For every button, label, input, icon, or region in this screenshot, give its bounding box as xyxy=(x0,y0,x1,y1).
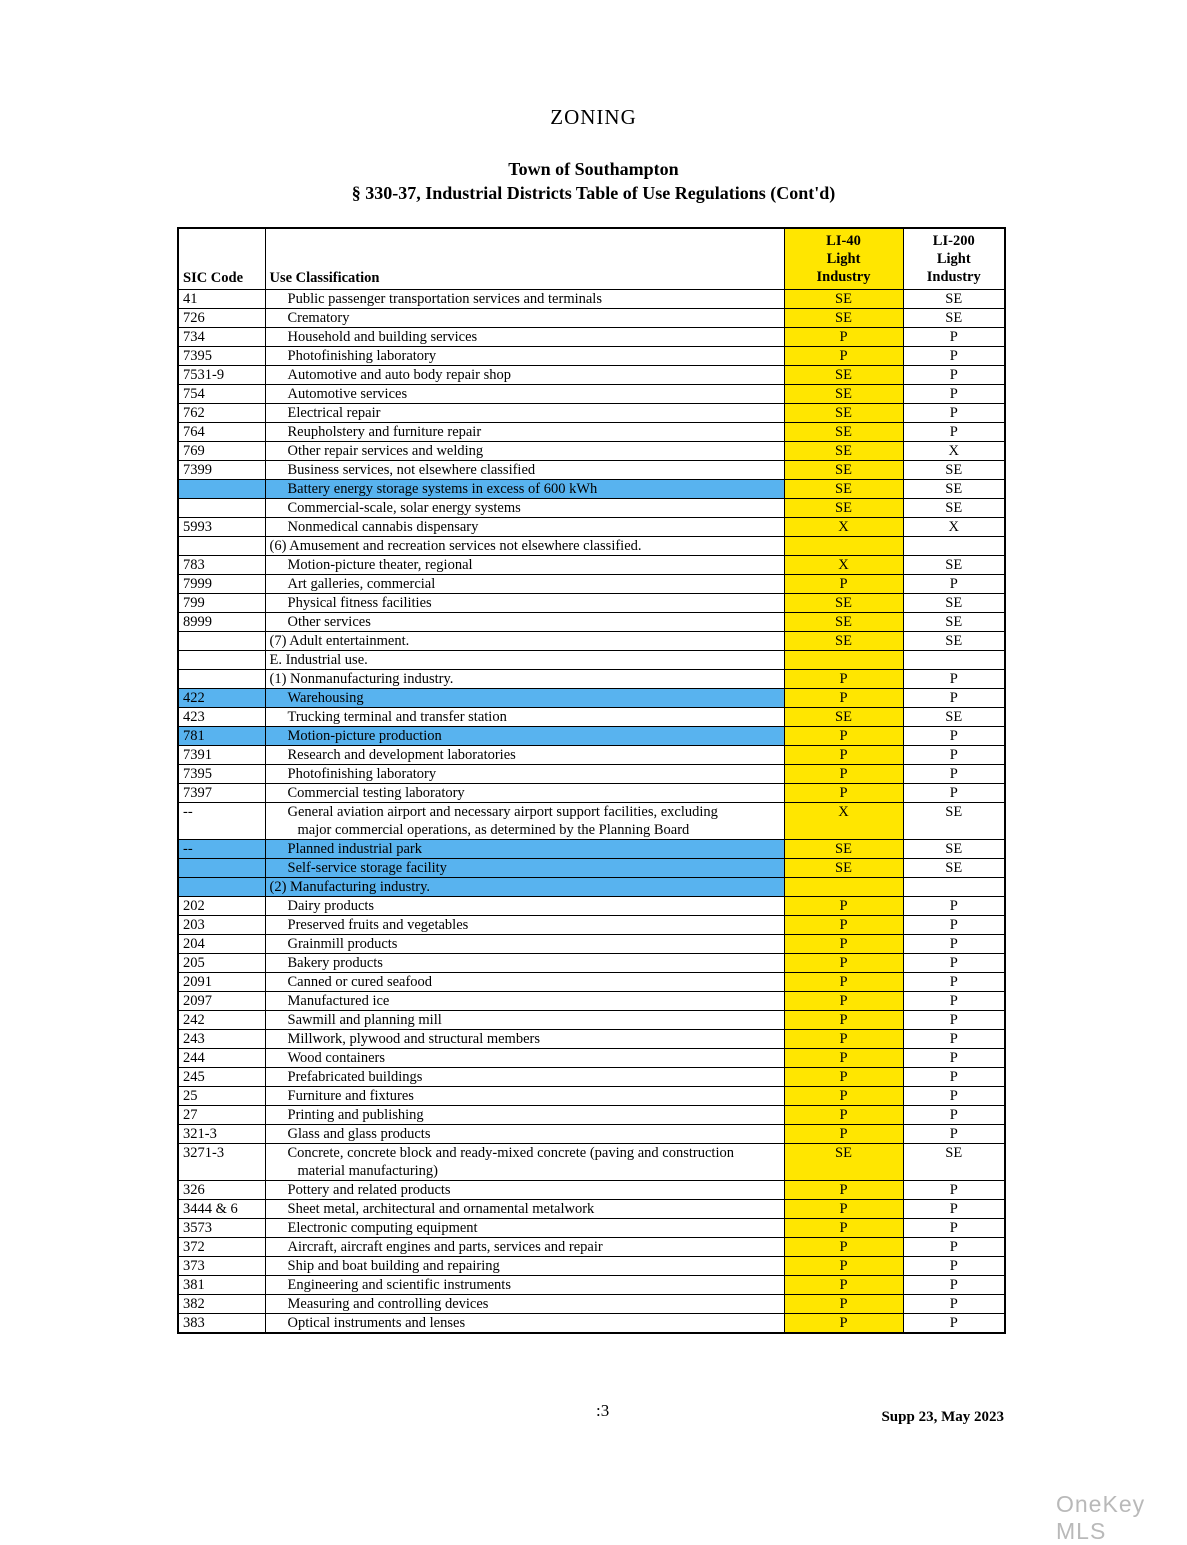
li40-value-cell: SE xyxy=(784,839,903,858)
li40-value-cell: P xyxy=(784,1313,903,1333)
use-classification-cell: Motion-picture theater, regional xyxy=(265,555,784,574)
table-row xyxy=(178,460,1005,479)
sic-code-cell: 7395 xyxy=(178,346,265,365)
sic-code-cell: 373 xyxy=(178,1256,265,1275)
sic-code-cell: 3573 xyxy=(178,1218,265,1237)
table-row xyxy=(178,896,1005,915)
header-sic-code: SIC Code xyxy=(178,228,265,289)
li40-value-cell: SE xyxy=(784,403,903,422)
sic-code-cell: 799 xyxy=(178,593,265,612)
table-row xyxy=(178,327,1005,346)
sic-code-cell: 205 xyxy=(178,953,265,972)
li40-value-cell: P xyxy=(784,574,903,593)
li200-value-cell: P xyxy=(903,1180,1005,1199)
table-row xyxy=(178,783,1005,802)
li40-value-cell: P xyxy=(784,1105,903,1124)
sic-code-cell: 7391 xyxy=(178,745,265,764)
header-li40-line3: Industry xyxy=(816,268,871,285)
use-regulations-table xyxy=(177,227,1006,1334)
li40-value-cell: SE xyxy=(784,858,903,877)
sic-code-cell xyxy=(178,877,265,896)
document-title-line1: Town of Southampton xyxy=(508,159,679,179)
li200-value-cell xyxy=(903,877,1005,896)
table-row xyxy=(178,1143,1005,1180)
sic-code-cell: 2091 xyxy=(178,972,265,991)
li200-value-cell: SE xyxy=(903,498,1005,517)
li40-value-cell: P xyxy=(784,1256,903,1275)
sic-code-cell: 734 xyxy=(178,327,265,346)
li40-value-cell: SE xyxy=(784,707,903,726)
use-classification-cell: Wood containers xyxy=(265,1048,784,1067)
sic-code-cell: 781 xyxy=(178,726,265,745)
table-row xyxy=(178,574,1005,593)
li200-value-cell: P xyxy=(903,991,1005,1010)
li200-value-cell: P xyxy=(903,1294,1005,1313)
use-classification-cell: Battery energy storage systems in excess of 600 kWh xyxy=(265,479,784,498)
table-row xyxy=(178,536,1005,555)
li200-value-cell: SE xyxy=(903,1143,1005,1180)
li200-value-cell: P xyxy=(903,688,1005,707)
sic-code-cell xyxy=(178,650,265,669)
li200-value-cell: P xyxy=(903,1105,1005,1124)
use-classification-cell: Manufactured ice xyxy=(265,991,784,1010)
table-row xyxy=(178,669,1005,688)
use-classification-cell: (1) Nonmanufacturing industry. xyxy=(265,669,784,688)
li40-value-cell: SE xyxy=(784,479,903,498)
li40-value-cell: P xyxy=(784,1010,903,1029)
sic-code-cell: 3271-3 xyxy=(178,1143,265,1180)
li200-value-cell: SE xyxy=(903,707,1005,726)
li200-value-cell: P xyxy=(903,934,1005,953)
sic-code-cell: 783 xyxy=(178,555,265,574)
use-classification-cell: Photofinishing laboratory xyxy=(265,764,784,783)
use-classification-cell: Photofinishing laboratory xyxy=(265,346,784,365)
table-row xyxy=(178,1199,1005,1218)
sic-code-cell: 41 xyxy=(178,289,265,308)
header-li40-light-industry xyxy=(784,228,903,289)
use-classification-cell: Pottery and related products xyxy=(265,1180,784,1199)
header-li200-line2: Light xyxy=(936,250,971,267)
table-row xyxy=(178,1029,1005,1048)
use-classification-cell: Research and development laboratories xyxy=(265,745,784,764)
header-row xyxy=(178,228,1005,289)
li200-value-cell: P xyxy=(903,783,1005,802)
use-classification-cell: Nonmedical cannabis dispensary xyxy=(265,517,784,536)
table-header xyxy=(178,228,1005,289)
li40-value-cell: X xyxy=(784,517,903,536)
li200-value-cell: P xyxy=(903,365,1005,384)
use-classification-cell: Household and building services xyxy=(265,327,784,346)
sic-code-cell: 726 xyxy=(178,308,265,327)
li200-value-cell: P xyxy=(903,1067,1005,1086)
use-classification-cell: Art galleries, commercial xyxy=(265,574,784,593)
use-classification-cell: Prefabricated buildings xyxy=(265,1067,784,1086)
li40-value-cell: P xyxy=(784,346,903,365)
li200-value-cell: P xyxy=(903,327,1005,346)
li40-value-cell: SE xyxy=(784,441,903,460)
li40-value-cell: SE xyxy=(784,289,903,308)
li40-value-cell: P xyxy=(784,764,903,783)
table-row xyxy=(178,1218,1005,1237)
header-li40-line1: LI-40 xyxy=(826,232,861,249)
mls-watermark: OneKey MLS xyxy=(1056,1491,1146,1544)
sic-code-cell: -- xyxy=(178,839,265,858)
sic-code-cell: 5993 xyxy=(178,517,265,536)
li200-value-cell: SE xyxy=(903,593,1005,612)
table-row xyxy=(178,384,1005,403)
li40-value-cell: SE xyxy=(784,308,903,327)
use-classification-cell: Ship and boat building and repairing xyxy=(265,1256,784,1275)
use-classification-cell: Automotive and auto body repair shop xyxy=(265,365,784,384)
use-classification-cell: Self-service storage facility xyxy=(265,858,784,877)
table-row xyxy=(178,802,1005,839)
use-classification-cell: Millwork, plywood and structural members xyxy=(265,1029,784,1048)
li200-value-cell: SE xyxy=(903,289,1005,308)
use-classification-cell: Printing and publishing xyxy=(265,1105,784,1124)
table-row xyxy=(178,1010,1005,1029)
header-li200-light-industry xyxy=(903,228,1005,289)
li40-value-cell: P xyxy=(784,1180,903,1199)
table-row xyxy=(178,422,1005,441)
li200-value-cell: P xyxy=(903,896,1005,915)
li200-value-cell: X xyxy=(903,517,1005,536)
li40-value-cell: P xyxy=(784,688,903,707)
table-row xyxy=(178,555,1005,574)
table-body xyxy=(178,289,1005,1333)
use-classification-cell: Furniture and fixtures xyxy=(265,1086,784,1105)
li200-value-cell xyxy=(903,650,1005,669)
li200-value-cell: P xyxy=(903,1086,1005,1105)
use-classification-cell: Reupholstery and furniture repair xyxy=(265,422,784,441)
use-classification-cell: Trucking terminal and transfer station xyxy=(265,707,784,726)
sic-code-cell: 203 xyxy=(178,915,265,934)
li40-value-cell: P xyxy=(784,1199,903,1218)
use-classification-cell: Optical instruments and lenses xyxy=(265,1313,784,1333)
table-row xyxy=(178,1124,1005,1143)
sic-code-cell: 25 xyxy=(178,1086,265,1105)
table-row xyxy=(178,972,1005,991)
li40-value-cell xyxy=(784,650,903,669)
li200-value-cell: P xyxy=(903,1048,1005,1067)
li200-value-cell: P xyxy=(903,1275,1005,1294)
li200-value-cell: P xyxy=(903,1199,1005,1218)
page-number: :3 xyxy=(596,1401,610,1420)
li40-value-cell xyxy=(784,536,903,555)
li200-value-cell: P xyxy=(903,1237,1005,1256)
sic-code-cell: -- xyxy=(178,802,265,839)
sic-code-cell: 326 xyxy=(178,1180,265,1199)
use-classification-cell: Bakery products xyxy=(265,953,784,972)
table-row xyxy=(178,289,1005,308)
sic-code-cell: 3444 & 6 xyxy=(178,1199,265,1218)
use-classification-cell: Other services xyxy=(265,612,784,631)
table-row xyxy=(178,403,1005,422)
use-classification-cell: (7) Adult entertainment. xyxy=(265,631,784,650)
li40-value-cell: P xyxy=(784,1048,903,1067)
table-row xyxy=(178,1048,1005,1067)
table-row xyxy=(178,1256,1005,1275)
supplement-note: Supp 23, May 2023 xyxy=(881,1409,1004,1425)
table-row xyxy=(178,1237,1005,1256)
sic-code-cell: 762 xyxy=(178,403,265,422)
table-row xyxy=(178,1067,1005,1086)
use-classification-cell: (6) Amusement and recreation services not elsewhere classified. xyxy=(265,536,784,555)
li40-value-cell: P xyxy=(784,327,903,346)
use-classification-cell: Preserved fruits and vegetables xyxy=(265,915,784,934)
use-classification-cell: (2) Manufacturing industry. xyxy=(265,877,784,896)
table-row xyxy=(178,1275,1005,1294)
table-row xyxy=(178,650,1005,669)
li40-value-cell: P xyxy=(784,896,903,915)
li200-value-cell: SE xyxy=(903,631,1005,650)
li200-value-cell: P xyxy=(903,726,1005,745)
use-classification-cell: E. Industrial use. xyxy=(265,650,784,669)
use-classification-cell: Electrical repair xyxy=(265,403,784,422)
table-row xyxy=(178,707,1005,726)
sic-code-cell: 245 xyxy=(178,1067,265,1086)
header-li200-line3: Industry xyxy=(926,268,981,285)
table-row xyxy=(178,441,1005,460)
table-row xyxy=(178,688,1005,707)
li40-value-cell: P xyxy=(784,726,903,745)
li40-value-cell: SE xyxy=(784,384,903,403)
sic-code-cell: 244 xyxy=(178,1048,265,1067)
li200-value-cell: SE xyxy=(903,308,1005,327)
sic-code-cell xyxy=(178,858,265,877)
li40-value-cell: P xyxy=(784,1124,903,1143)
li200-value-cell: P xyxy=(903,953,1005,972)
li40-value-cell: P xyxy=(784,1218,903,1237)
li40-value-cell: P xyxy=(784,934,903,953)
li40-value-cell: P xyxy=(784,1294,903,1313)
use-classification-cell: Other repair services and welding xyxy=(265,441,784,460)
li40-value-cell: SE xyxy=(784,498,903,517)
li200-value-cell: P xyxy=(903,1124,1005,1143)
table-row xyxy=(178,479,1005,498)
li200-value-cell: SE xyxy=(903,460,1005,479)
use-classification-cell: Measuring and controlling devices xyxy=(265,1294,784,1313)
table-row xyxy=(178,612,1005,631)
table-row xyxy=(178,839,1005,858)
sic-code-cell: 7399 xyxy=(178,460,265,479)
li200-value-cell: P xyxy=(903,1010,1005,1029)
table-row xyxy=(178,365,1005,384)
sic-code-cell: 2097 xyxy=(178,991,265,1010)
use-classification-cell: Public passenger transportation services and terminals xyxy=(265,289,784,308)
table-row xyxy=(178,1313,1005,1333)
li40-value-cell: X xyxy=(784,555,903,574)
li40-value-cell: X xyxy=(784,802,903,839)
table-row xyxy=(178,346,1005,365)
use-classification-cell: Physical fitness facilities xyxy=(265,593,784,612)
sic-code-cell: 8999 xyxy=(178,612,265,631)
header-li40-line2: Light xyxy=(826,250,861,267)
li200-value-cell: SE xyxy=(903,839,1005,858)
li200-value-cell: X xyxy=(903,441,1005,460)
sic-code-cell: 422 xyxy=(178,688,265,707)
table-row xyxy=(178,726,1005,745)
sic-code-cell: 7397 xyxy=(178,783,265,802)
use-classification-cell: Warehousing xyxy=(265,688,784,707)
use-classification-cell: Automotive services xyxy=(265,384,784,403)
header-li200-line1: LI-200 xyxy=(932,232,975,249)
sic-code-cell xyxy=(178,498,265,517)
sic-code-cell: 382 xyxy=(178,1294,265,1313)
li200-value-cell: P xyxy=(903,346,1005,365)
use-classification-cell: Commercial-scale, solar energy systems xyxy=(265,498,784,517)
sic-code-cell: 27 xyxy=(178,1105,265,1124)
sic-code-cell: 754 xyxy=(178,384,265,403)
table-row xyxy=(178,308,1005,327)
li200-value-cell: P xyxy=(903,1218,1005,1237)
table-row xyxy=(178,915,1005,934)
li40-value-cell xyxy=(784,877,903,896)
use-classification-cell: General aviation airport and necessary airport support facilities, excluding major commercial operations, as determined by the Planning Board xyxy=(265,802,784,839)
sic-code-cell: 423 xyxy=(178,707,265,726)
li200-value-cell: P xyxy=(903,403,1005,422)
use-classification-cell: Motion-picture production xyxy=(265,726,784,745)
table-row xyxy=(178,934,1005,953)
li40-value-cell: SE xyxy=(784,593,903,612)
table-row xyxy=(178,877,1005,896)
li200-value-cell: P xyxy=(903,764,1005,783)
use-classification-cell: Glass and glass products xyxy=(265,1124,784,1143)
sic-code-cell xyxy=(178,669,265,688)
li40-value-cell: P xyxy=(784,745,903,764)
use-classification-cell: Commercial testing laboratory xyxy=(265,783,784,802)
sic-code-cell: 242 xyxy=(178,1010,265,1029)
table-row xyxy=(178,1180,1005,1199)
li40-value-cell: P xyxy=(784,783,903,802)
li40-value-cell: P xyxy=(784,1086,903,1105)
li200-value-cell xyxy=(903,536,1005,555)
sic-code-cell: 7999 xyxy=(178,574,265,593)
use-classification-cell: Sheet metal, architectural and ornamental metalwork xyxy=(265,1199,784,1218)
li40-value-cell: P xyxy=(784,953,903,972)
sic-code-cell: 769 xyxy=(178,441,265,460)
sic-code-cell: 202 xyxy=(178,896,265,915)
table-row xyxy=(178,1105,1005,1124)
table-row xyxy=(178,953,1005,972)
li40-value-cell: SE xyxy=(784,365,903,384)
li40-value-cell: P xyxy=(784,1067,903,1086)
li200-value-cell: SE xyxy=(903,479,1005,498)
li200-value-cell: P xyxy=(903,972,1005,991)
sic-code-cell: 383 xyxy=(178,1313,265,1333)
li200-value-cell: P xyxy=(903,915,1005,934)
sic-code-cell: 7531-9 xyxy=(178,365,265,384)
use-classification-cell: Aircraft, aircraft engines and parts, services and repair xyxy=(265,1237,784,1256)
use-classification-cell: Engineering and scientific instruments xyxy=(265,1275,784,1294)
table-row xyxy=(178,858,1005,877)
li200-value-cell: P xyxy=(903,574,1005,593)
li40-value-cell: P xyxy=(784,991,903,1010)
li200-value-cell: SE xyxy=(903,802,1005,839)
li40-value-cell: SE xyxy=(784,460,903,479)
sic-code-cell xyxy=(178,479,265,498)
header-use-classification: Use Classification xyxy=(265,228,784,289)
table-row xyxy=(178,991,1005,1010)
sic-code-cell: 372 xyxy=(178,1237,265,1256)
use-classification-cell: Business services, not elsewhere classified xyxy=(265,460,784,479)
use-classification-cell: Canned or cured seafood xyxy=(265,972,784,991)
sic-code-cell: 243 xyxy=(178,1029,265,1048)
li200-value-cell: P xyxy=(903,669,1005,688)
table-row xyxy=(178,1086,1005,1105)
li200-value-cell: P xyxy=(903,1256,1005,1275)
use-classification-cell: Sawmill and planning mill xyxy=(265,1010,784,1029)
use-classification-cell: Concrete, concrete block and ready-mixed concrete (paving and construction material manufacturing) xyxy=(265,1143,784,1180)
li40-value-cell: SE xyxy=(784,1143,903,1180)
li40-value-cell: P xyxy=(784,915,903,934)
table-row xyxy=(178,745,1005,764)
table-row xyxy=(178,1294,1005,1313)
table-row xyxy=(178,764,1005,783)
sic-code-cell: 204 xyxy=(178,934,265,953)
document-title-line2: § 330-37, Industrial Districts Table of Use Regulations (Cont'd) xyxy=(351,183,836,203)
li40-value-cell: SE xyxy=(784,631,903,650)
zoning-title: ZONING xyxy=(550,105,637,129)
use-classification-cell: Grainmill products xyxy=(265,934,784,953)
li40-value-cell: P xyxy=(784,1275,903,1294)
table-row xyxy=(178,498,1005,517)
table-row xyxy=(178,631,1005,650)
table-row xyxy=(178,593,1005,612)
li40-value-cell: P xyxy=(784,1029,903,1048)
li200-value-cell: P xyxy=(903,422,1005,441)
li200-value-cell: SE xyxy=(903,858,1005,877)
li40-value-cell: SE xyxy=(784,422,903,441)
li40-value-cell: P xyxy=(784,1237,903,1256)
sic-code-cell xyxy=(178,631,265,650)
li200-value-cell: P xyxy=(903,1313,1005,1333)
li200-value-cell: SE xyxy=(903,555,1005,574)
li200-value-cell: P xyxy=(903,1029,1005,1048)
li40-value-cell: SE xyxy=(784,612,903,631)
li200-value-cell: P xyxy=(903,745,1005,764)
li40-value-cell: P xyxy=(784,972,903,991)
sic-code-cell: 381 xyxy=(178,1275,265,1294)
sic-code-cell: 7395 xyxy=(178,764,265,783)
li40-value-cell: P xyxy=(784,669,903,688)
use-classification-cell: Electronic computing equipment xyxy=(265,1218,784,1237)
sic-code-cell: 764 xyxy=(178,422,265,441)
li200-value-cell: SE xyxy=(903,612,1005,631)
use-classification-cell: Crematory xyxy=(265,308,784,327)
use-classification-cell: Planned industrial park xyxy=(265,839,784,858)
table-row xyxy=(178,517,1005,536)
use-classification-cell: Dairy products xyxy=(265,896,784,915)
sic-code-cell xyxy=(178,536,265,555)
sic-code-cell: 321-3 xyxy=(178,1124,265,1143)
li200-value-cell: P xyxy=(903,384,1005,403)
